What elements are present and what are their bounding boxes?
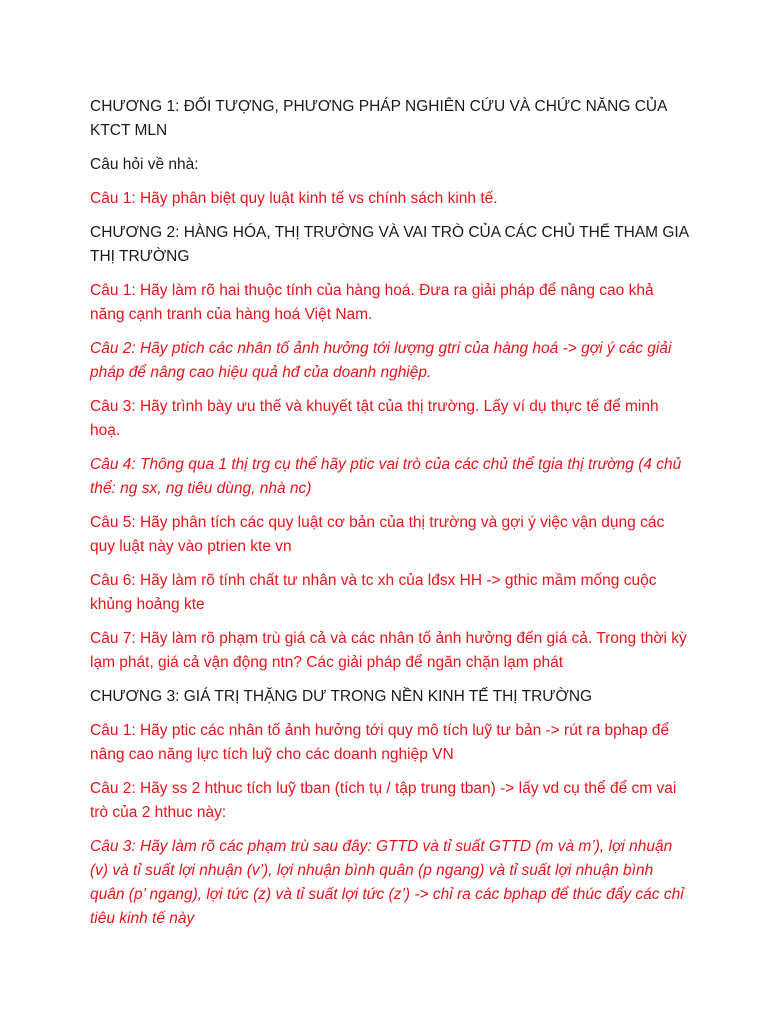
chapter-2-question-1: Câu 1: Hãy làm rõ hai thuộc tính của hàng hoá. Đưa ra giải pháp để nâng cao khả năng cạnh tranh của hàng hoá Việt Nam. <box>90 282 654 323</box>
document-page <box>90 95 690 941</box>
homework-label: Câu hỏi về nhà: <box>90 156 199 173</box>
chapter-2-question-6: Câu 6: Hãy làm rõ tính chất tư nhân và tc xh của lđsx HH -> gthic mầm mống cuộc khủng hoảng kte <box>90 572 657 613</box>
chapter-2-question-2: Câu 2: Hãy ptich các nhân tố ảnh hưởng tới lượng gtri của hàng hoá -> gợi ý các giải pháp để nâng cao hiệu quả hđ của doanh nghiệp. <box>90 340 672 381</box>
chapter-2-question-5: Câu 5: Hãy phân tích các quy luật cơ bản của thị trường và gợi ý việc vận dụng các quy luật này vào ptrien kte vn <box>90 514 665 555</box>
chapter-2-heading: CHƯƠNG 2: HÀNG HÓA, THỊ TRƯỜNG VÀ VAI TRÒ CỦA CÁC CHỦ THỂ THAM GIA THỊ TRƯỜNG <box>90 224 689 265</box>
chapter-3-question-3: Câu 3: Hãy làm rõ các phạm trù sau đây: GTTD và tỉ suất GTTD (m và m’), lợi nhuận (v) và tỉ suất lợi nhuận (v’), lợi nhuận bình quân (p ngang) và tỉ suất lợi nhuận bình quân (p’ ngang), lợi tức (z) và tỉ suất lợi tức (z’) -> chỉ ra các bphap để thúc đẩy các chỉ tiêu kinh tế này <box>90 838 684 927</box>
chapter-2-question-7: Câu 7: Hãy làm rõ phạm trù giá cả và các nhân tố ảnh hưởng đến giá cả. Trong thời kỳ lạm phát, giá cả vận động ntn? Các giải pháp để ngăn chặn lạm phát <box>90 630 687 671</box>
chapter-3-question-2: Câu 2: Hãy ss 2 hthuc tích luỹ tban (tích tụ / tập trung tban) -> lấy vd cụ thể để cm vai trò của 2 hthuc này: <box>90 780 677 821</box>
chapter-3-heading: CHƯƠNG 3: GIÁ TRỊ THẶNG DƯ TRONG NỀN KINH TẾ THỊ TRƯỜNG <box>90 688 593 705</box>
chapter-3-question-1: Câu 1: Hãy ptic các nhân tố ảnh hưởng tới quy mô tích luỹ tư bản -> rút ra bphap để nâng cao năng lực tích luỹ cho các doanh nghiệp VN <box>90 722 670 763</box>
chapter-1-question-1: Câu 1: Hãy phân biệt quy luật kinh tế vs chính sách kinh tế. <box>90 190 498 207</box>
chapter-1-heading: CHƯƠNG 1: ĐỐI TƯỢNG, PHƯƠNG PHÁP NGHIÊN CỨU VÀ CHỨC NĂNG CỦA KTCT MLN <box>90 98 667 139</box>
chapter-2-question-3: Câu 3: Hãy trình bày ưu thế và khuyết tật của thị trường. Lấy ví dụ thực tế để minh hoạ. <box>90 398 659 439</box>
chapter-2-question-4: Câu 4: Thông qua 1 thị trg cụ thể hãy ptic vai trò của các chủ thể tgia thị trường (4 chủ thể: ng sx, ng tiêu dùng, nhà nc) <box>90 456 682 497</box>
